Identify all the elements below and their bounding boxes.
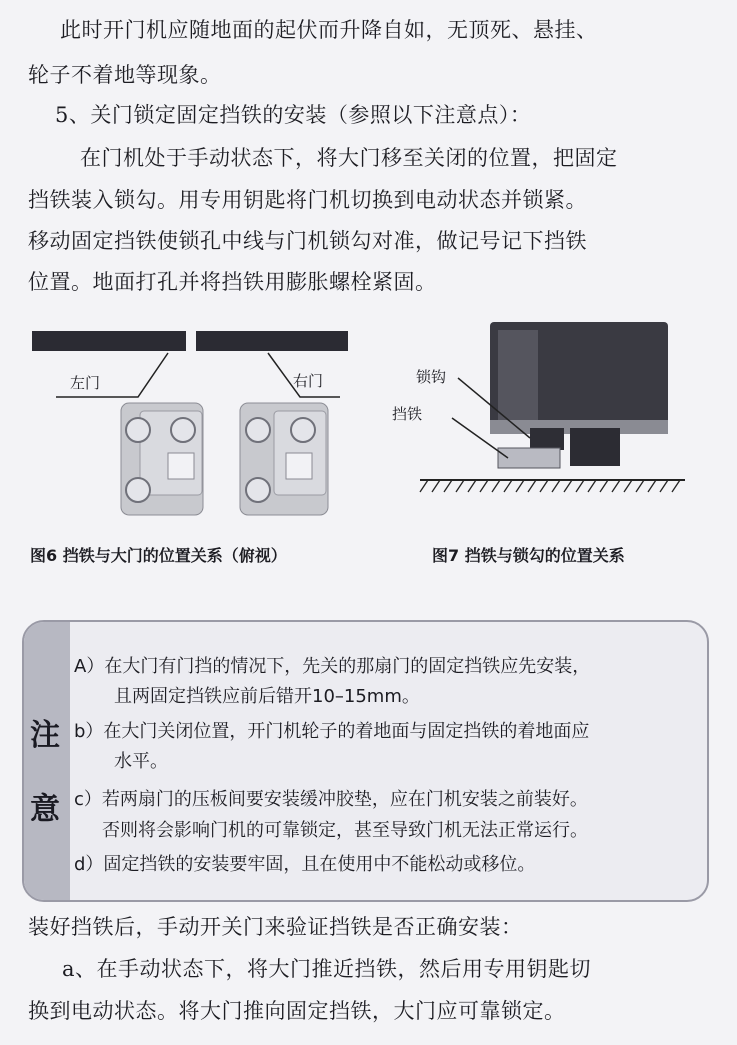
left-door-bar xyxy=(32,331,186,351)
paragraph-line: 此时开门机应随地面的起伏而升降自如，无顶死、悬挂、 xyxy=(60,18,598,42)
wheel xyxy=(570,428,620,466)
notice-item-a: A）在大门有门挡的情况下，先关的那扇门的固定挡铁应先安装， xyxy=(74,656,591,677)
figure-6-caption: 图6 挡铁与大门的位置关系（俯视） xyxy=(30,546,287,565)
notice-item-a-cont: 且两固定挡铁应前后错开10–15mm。 xyxy=(114,686,420,707)
notice-side-bar xyxy=(24,622,70,900)
left-door-label: 左门 xyxy=(70,374,101,392)
closing-intro: 装好挡铁后，手动开关门来验证挡铁是否正确安装： xyxy=(28,915,523,939)
lock-hook-label: 锁钩 xyxy=(416,368,447,386)
left-stop-plate xyxy=(121,403,203,515)
paragraph-line: 轮子不着地等现象。 xyxy=(28,63,222,87)
notice-title-char: 意 xyxy=(30,792,60,827)
paragraph-line: 挡铁装入锁勾。用专用钥匙将门机切换到电动状态并锁紧。 xyxy=(28,188,587,212)
notice-item-b-cont: 水平。 xyxy=(114,751,168,772)
right-stop-plate xyxy=(240,403,328,515)
paragraph-line: 位置。地面打孔并将挡铁用膨胀螺栓紧固。 xyxy=(28,270,437,294)
section-heading: 5、关门锁定固定挡铁的安装（参照以下注意点）： xyxy=(55,103,532,127)
right-door-bar xyxy=(196,331,348,351)
figure-6-diagram xyxy=(28,325,358,525)
right-door-label: 右门 xyxy=(293,372,324,390)
stop-label: 挡铁 xyxy=(392,405,423,423)
notice-item-b: b）在大门关闭位置，开门机轮子的着地面与固定挡铁的着地面应 xyxy=(74,721,590,742)
figure-7-caption: 图7 挡铁与锁勾的位置关系 xyxy=(432,546,625,565)
lock-hook xyxy=(530,428,564,450)
figure-7-diagram xyxy=(380,320,700,500)
notice-item-c: c）若两扇门的压板间要安装缓冲胶垫，应在门机安装之前装好。 xyxy=(74,789,588,810)
notice-title-char: 注 xyxy=(30,718,60,753)
closing-step-a-cont: 换到电动状态。将大门推向固定挡铁，大门应可靠锁定。 xyxy=(28,999,566,1023)
notice-item-c-cont: 否则将会影响门机的可靠锁定，甚至导致门机无法正常运行。 xyxy=(102,820,588,841)
closing-step-a: a、在手动状态下，将大门推近挡铁，然后用专用钥匙切 xyxy=(62,957,592,981)
notice-item-d: d）固定挡铁的安装要牢固，且在使用中不能松动或移位。 xyxy=(74,854,536,875)
paragraph-line: 在门机处于手动状态下，将大门移至关闭的位置，把固定 xyxy=(80,146,618,170)
paragraph-line: 移动固定挡铁使锁孔中线与门机锁勾对准，做记号记下挡铁 xyxy=(28,229,587,253)
notice-box xyxy=(22,620,709,902)
